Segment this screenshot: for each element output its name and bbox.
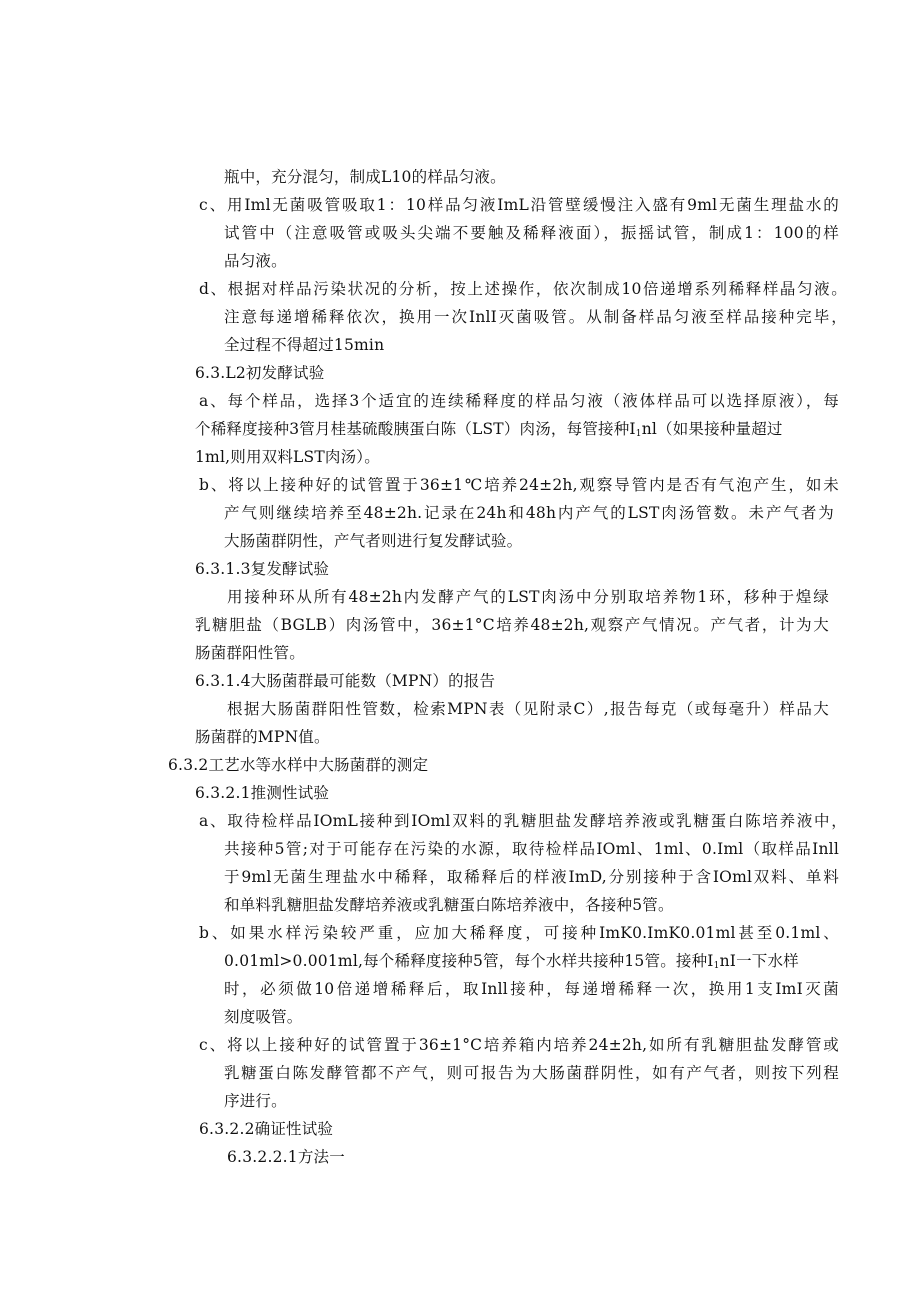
text-line: 乳糖胆盐（BGLB）肉汤管中，36±1°C培养48±2h,观察产气情况。产气者，计为大 [195, 616, 829, 634]
section-heading: 6.3.1.3复发酵试验 [195, 560, 330, 578]
text-line: 试管中（注意吸管或吸头尖端不要触及稀释液面），振摇试管，制成1：100的样 [224, 224, 839, 242]
text-line: 根据大肠菌群阳性管数，检索MPN表（见附录C）,报告每克（或每毫升）样品大 [227, 700, 829, 718]
text-line: 瓶中，充分混匀，制成L10的样品匀液。 [224, 168, 506, 186]
text-line: 时，必须做10倍递增稀释后，取Inll接种，每递增稀释一次，换用1支ImI灭菌 [224, 980, 839, 998]
text-line: 大肠菌群阴性，产气者则进行复发酵试验。 [224, 532, 523, 550]
section-heading: 6.3.L2初发酵试验 [195, 364, 325, 382]
list-item-c: c、用Iml无菌吸管吸取1：10样品匀液ImL沿管壁缓慢注入盛有9ml无菌生理盐水的 [199, 196, 839, 214]
text-line: 肠菌群的MPN值。 [195, 728, 330, 746]
text-line: 品匀液。 [224, 252, 287, 270]
text-line: 和单料乳糖胆盐发酵培养液或乳糖蛋白陈培养液中，各接种5管。 [224, 896, 674, 914]
section-heading: 6.3.2.2.1方法一 [227, 1148, 345, 1166]
list-item-a: a、每个样品，选择3个适宜的连续稀释度的样品匀液（液体样品可以选择原液），每 [199, 392, 839, 410]
list-item-d: d、根据对样品污染状况的分析，按上述操作，依次制成10倍递增系列稀释样晶匀液。 [199, 280, 847, 298]
text-line: 肠菌群阳性管。 [195, 644, 305, 662]
text-line: 共接种5管;对于可能存在污染的水源，取待检样品IOml、1ml、0.Iml（取样品Inll [224, 840, 839, 858]
text-line: 注意每递增稀释依次，换用一次InlI灭菌吸管。从制备样品匀液至样品接种完毕， [224, 308, 847, 326]
list-item-a: a、取待检样品IOmL接种到IOml双料的乳糖胆盐发酵培养液或乳糖蛋白陈培养液中， [199, 812, 847, 830]
text-line: 全过程不得超过15min [224, 336, 385, 354]
text-line: 产气则继续培养至48±2h.记录在24h和48h内产气的LST肉汤管数。未产气者为 [224, 504, 834, 522]
text-line: 0.01ml>0.001ml,每个稀释度接种5管，每个水样共接种15管。接种$I_1nI$一下水样 [224, 952, 799, 971]
text-line: 序进行。 [224, 1092, 287, 1110]
text-line: 个稀释度接种3管月桂基硫酸胰蛋白陈（LST）肉汤，每管接种$I_1nl$（如果接种量超过 [195, 420, 783, 439]
section-heading: 6.3.2.2确证性试验 [199, 1120, 334, 1138]
list-item-c: c、将以上接种好的试管置于36±1°C培养箱内培养24±2h,如所有乳糖胆盐发酵管或 [199, 1036, 839, 1054]
text-line: 乳糖蛋白陈发酵管都不产气，则可报告为大肠菌群阴性，如有产气者，则按下列程 [224, 1064, 839, 1082]
list-item-b: b、将以上接种好的试管置于36±1℃培养24±2h,观察导管内是否有气泡产生，如未 [199, 476, 839, 494]
text-line: 1ml,则用双料LST肉汤）。 [195, 448, 380, 466]
section-heading: 6.3.2.1推测性试验 [195, 784, 330, 802]
text-line: 刻度吸管。 [224, 1008, 303, 1026]
text-line: 于9ml无菌生理盐水中稀释，取稀释后的样液ImD,分别接种于含IOml双料、单料 [224, 868, 839, 886]
list-item-b: b、如果水样污染较严重，应加大稀释度，可接种ImK0.ImK0.01ml甚至0.1ml、 [199, 924, 839, 942]
section-heading: 6.3.1.4大肠菌群最可能数（MPN）的报告 [195, 672, 496, 690]
section-heading: 6.3.2工艺水等水样中大肠菌群的测定 [168, 756, 429, 774]
text-line: 用接种环从所有48±2h内发酵产气的LST肉汤中分别取培养物1环，移种于煌绿 [227, 588, 829, 606]
